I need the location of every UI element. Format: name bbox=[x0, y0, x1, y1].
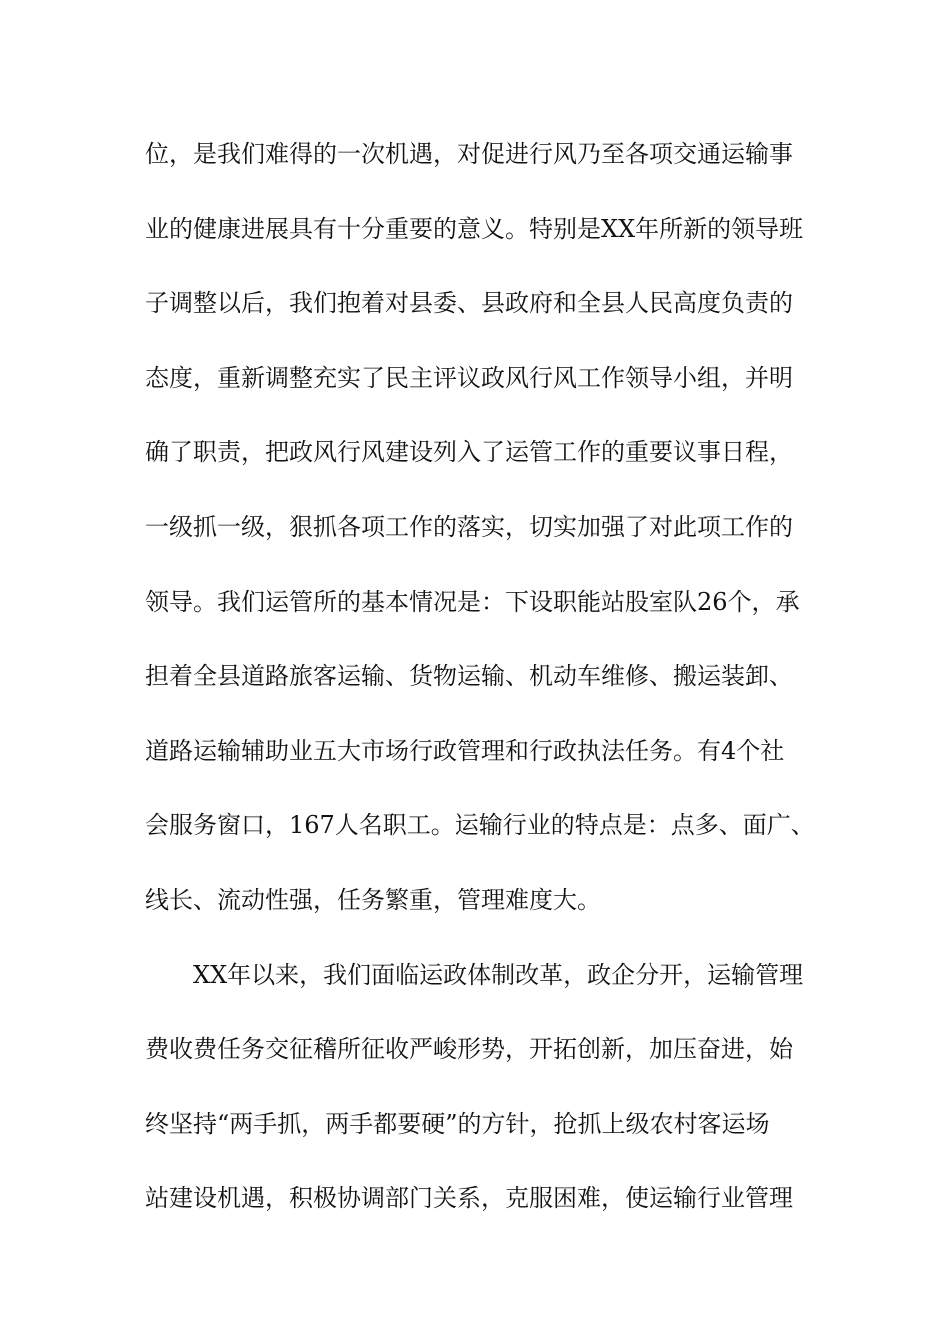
document-body bbox=[145, 126, 845, 1245]
paragraph-1-line-7: 领导。我们运管所的基本情况是：下设职能站股室队26个，承 bbox=[145, 587, 800, 616]
paragraph-1-line-9: 道路运输辅助业五大市场行政管理和行政执法任务。有4个社 bbox=[145, 736, 785, 765]
paragraph-1-line-6: 一级抓一级，狠抓各项工作的落实，切实加强了对此项工作的 bbox=[145, 512, 793, 541]
paragraph-2-line-3: 终坚持“两手抓，两手都要硬”的方针，抢抓上级农村客运场 bbox=[145, 1109, 770, 1138]
paragraph-1-line-1: 位，是我们难得的一次机遇，对促进行风乃至各项交通运输事 bbox=[145, 140, 793, 168]
paragraph-1-line-4: 态度，重新调整充实了民主评议政风行风工作领导小组，并明 bbox=[145, 363, 793, 392]
paragraph-2-line-1: XX年以来，我们面临运政体制改革，政企分开，运输管理 bbox=[193, 960, 804, 989]
paragraph-2-line-2: 费收费任务交征稽所征收严峻形势，开拓创新，加压奋进，始 bbox=[145, 1035, 793, 1064]
paragraph-1-line-5: 确了职责，把政风行风建设列入了运管工作的重要议事日程， bbox=[145, 438, 793, 467]
paragraph-1-line-8: 担着全县道路旅客运输、货物运输、机动车维修、搬运装卸、 bbox=[145, 662, 793, 691]
paragraph-1-line-11: 线长、流动性强，任务繁重，管理难度大。 bbox=[145, 885, 601, 914]
paragraph-1-line-3: 子调整以后，我们抱着对县委、县政府和全县人民高度负责的 bbox=[145, 289, 793, 318]
paragraph-1-line-10: 会服务窗口，167人名职工。运输行业的特点是：点多、面广、 bbox=[145, 811, 815, 840]
paragraph-2-line-4: 站建设机遇，积极协调部门关系，克服困难，使运输行业管理 bbox=[145, 1184, 793, 1213]
paragraph-1-line-2: 业的健康进展具有十分重要的意义。特别是XX年所新的领导班 bbox=[145, 214, 804, 243]
